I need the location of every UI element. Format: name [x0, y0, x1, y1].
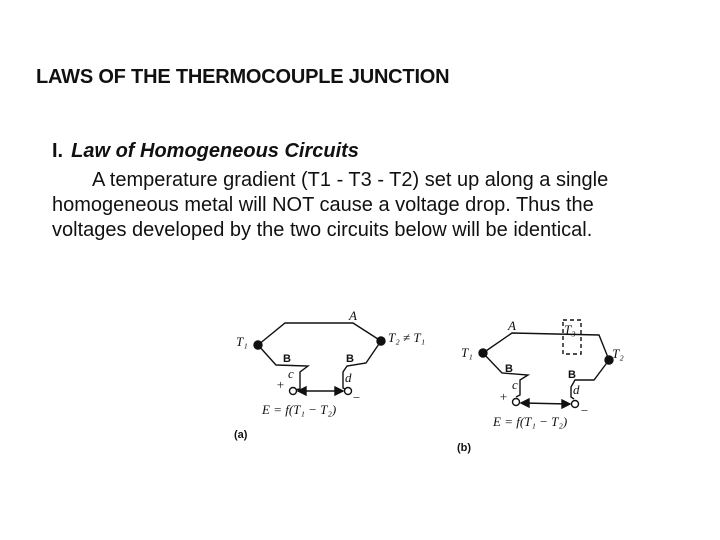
arrowhead-b-right	[562, 400, 570, 408]
arrowhead-right	[335, 387, 343, 395]
wire-a-top	[258, 323, 381, 345]
arrowhead-b-left	[521, 399, 529, 407]
terminal-plus	[290, 388, 297, 395]
label-a-lead-c: c	[288, 366, 294, 381]
label-a-plus: +	[276, 377, 285, 392]
figure-b-labels	[457, 318, 624, 454]
label-b-wire-right: B	[568, 369, 576, 381]
section-number: I.	[52, 140, 64, 162]
label-a-minus: −	[352, 390, 361, 405]
label-a-equation: E = f(T₁ − T₂)	[262, 402, 337, 417]
wire-b-top	[483, 333, 609, 360]
label-b-t1: T₁	[461, 345, 473, 360]
paragraph-line-1: A temperature gradient (T1 - T3 - T2) set up along a single	[92, 169, 609, 191]
figure-a-labels	[234, 308, 425, 441]
label-b-lead-d: d	[573, 382, 580, 397]
label-b-lead-c: c	[512, 377, 518, 392]
label-b-equation: E = f(T₁ − T₂)	[493, 414, 568, 429]
label-b-plus: +	[499, 389, 508, 404]
terminal-minus	[345, 388, 352, 395]
label-b-t3: T₃	[564, 322, 576, 337]
label-a-lead-d: d	[345, 370, 352, 385]
caption-a: (a)	[234, 429, 248, 441]
label-b-t2: T₂	[612, 346, 624, 361]
paragraph-line-3: voltages developed by the two circuits below will be identical.	[52, 219, 593, 241]
label-a-wire-left: B	[283, 353, 291, 365]
label-b-minus: −	[580, 403, 589, 418]
label-a-t1: T₁	[236, 334, 248, 349]
page-title: LAWS OF THE THERMOCOUPLE JUNCTION	[36, 66, 450, 88]
voltage-arrow-b	[523, 403, 568, 404]
label-b-wire-top: A	[508, 318, 516, 333]
junction-b-t1	[479, 349, 487, 357]
label-a-wire-right: B	[346, 353, 354, 365]
figure-a	[254, 323, 385, 395]
junction-t1	[254, 341, 262, 349]
caption-b: (b)	[457, 442, 472, 454]
paragraph-line-2: homogeneous metal will NOT cause a voltage drop. Thus the	[52, 194, 594, 216]
section-title: Law of Homogeneous Circuits	[71, 140, 359, 162]
label-b-wire-left: B	[505, 363, 513, 375]
terminal-b-plus	[513, 399, 520, 406]
arrowhead-left	[298, 387, 306, 395]
label-a-t2-note: T₂ ≠ T₁	[388, 330, 426, 345]
terminal-b-minus	[572, 401, 579, 408]
junction-t2	[377, 337, 385, 345]
label-a-wire-top: A	[349, 308, 357, 323]
